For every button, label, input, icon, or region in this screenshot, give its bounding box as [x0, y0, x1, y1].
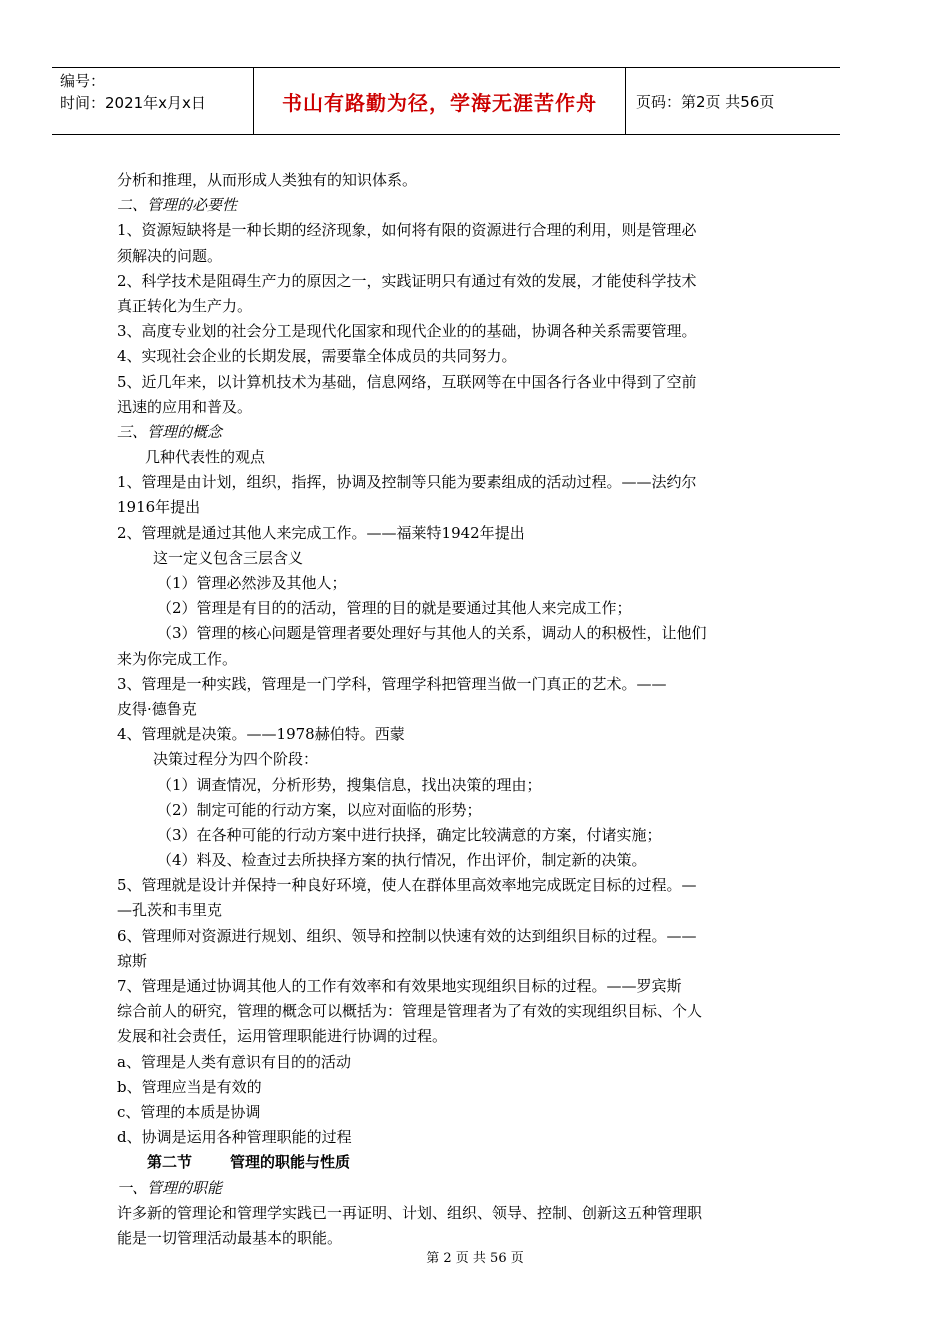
list-item: c、管理的本质是协调 [117, 1102, 261, 1121]
list-item: （2）制定可能的行动方案，以应对面临的形势； [157, 800, 482, 819]
body-line: 皮得·德鲁克 [117, 699, 197, 718]
body-line: 5、近几年来，以计算机技术为基础，信息网络，互联网等在中国各行各业中得到了空前 [117, 372, 697, 391]
doc-date-label: 时间：2021年x月x日 [60, 94, 206, 112]
body-line: 发展和社会责任，运用管理职能进行协调的过程。 [117, 1027, 448, 1046]
list-item: （3）在各种可能的行动方案中进行抉择，确定比较满意的方案，付诸实施； [157, 825, 662, 844]
list-item: （3）管理的核心问题是管理者要处理好与其他人的关系，调动人的积极性，让他们 [157, 624, 707, 643]
body-line: 综合前人的研究，管理的概念可以概括为：管理是管理者为了有效的实现组织目标、个人 [117, 1002, 703, 1021]
list-item: （2）管理是有目的的活动，管理的目的就是要通过其他人来完成工作； [157, 599, 632, 618]
body-line: 2、科学技术是阻碍生产力的原因之一，实践证明只有通过有效的发展，才能使科学技术 [117, 271, 697, 290]
list-item: d、协调是运用各种管理职能的过程 [117, 1128, 352, 1147]
section-title: 管理的职能与性质 [230, 1153, 351, 1172]
list-item: （1）调查情况，分析形势，搜集信息，找出决策的理由； [157, 775, 542, 794]
body-line: 几种代表性的观点 [145, 448, 266, 467]
body-line: 3、高度专业划的社会分工是现代化国家和现代企业的的基础，协调各种关系需要管理。 [117, 322, 697, 341]
body-line: 这一定义包含三层含义 [153, 548, 304, 567]
body-line: 7、管理是通过协调其他人的工作有效率和有效果地实现组织目标的过程。——罗宾斯 [117, 977, 682, 995]
list-item: （1）管理必然涉及其他人； [157, 574, 347, 592]
doc-number-label: 编号： [60, 72, 106, 90]
document-body [117, 168, 767, 1251]
body-line: —孔茨和韦里克 [117, 901, 223, 920]
section-number: 第二节 [147, 1153, 193, 1172]
section-heading: 二、管理的必要性 [117, 196, 238, 215]
page-header [52, 67, 840, 135]
body-line: 决策过程分为四个阶段： [153, 750, 319, 769]
body-line: 1、资源短缺将是一种长期的经济现象，如何将有限的资源进行合理的利用，则是管理必 [117, 221, 697, 240]
body-line: 须解决的问题。 [117, 246, 223, 265]
body-line: 2、管理就是通过其他人来完成工作。——福莱特1942年提出 [117, 523, 525, 542]
section-heading: 一、管理的职能 [117, 1178, 223, 1197]
body-line: 琼斯 [117, 951, 148, 970]
body-line: 4、管理就是决策。——1978赫伯特。西蒙 [117, 725, 405, 744]
body-line: 真正转化为生产力。 [117, 296, 253, 315]
body-line: 许多新的管理论和管理学实践已一再证明、计划、组织、领导、控制、创新这五种管理职 [117, 1203, 703, 1222]
page-footer: 第 2 页 共 56 页 [426, 1251, 524, 1266]
list-item: b、管理应当是有效的 [117, 1077, 262, 1096]
body-line: 迅速的应用和普及。 [117, 397, 253, 416]
body-line: 1916年提出 [117, 498, 201, 517]
body-line: 1、管理是由计划，组织，指挥，协调及控制等只能为要素组成的活动过程。——法约尔 [117, 473, 697, 492]
header-page-number: 页码：第2页 共56页 [636, 92, 775, 111]
body-line: 分析和推理，从而形成人类独有的知识体系。 [117, 171, 418, 189]
body-line: 5、管理就是设计并保持一种良好环境，使人在群体里高效率地完成既定目标的过程。— [117, 876, 697, 895]
list-item: a、管理是人类有意识有目的的活动 [117, 1052, 351, 1071]
body-line: 6、管理师对资源进行规划、组织、领导和控制以快速有效的达到组织目标的过程。—— [117, 926, 697, 945]
list-item: （4）料及、检查过去所抉择方案的执行情况，作出评价，制定新的决策。 [157, 851, 647, 870]
body-line: 来为你完成工作。 [117, 649, 238, 668]
header-motto: 书山有路勤为径，学海无涯苦作舟 [254, 68, 626, 134]
chapter-section-title [117, 1150, 767, 1175]
header-meta [52, 68, 254, 134]
body-line: 能是一切管理活动最基本的职能。 [117, 1228, 343, 1247]
section-heading: 三、管理的概念 [117, 422, 223, 441]
body-line: 3、管理是一种实践，管理是一门学科，管理学科把管理当做一门真正的艺术。—— [117, 674, 667, 693]
body-line: 4、实现社会企业的长期发展，需要靠全体成员的共同努力。 [117, 347, 517, 366]
